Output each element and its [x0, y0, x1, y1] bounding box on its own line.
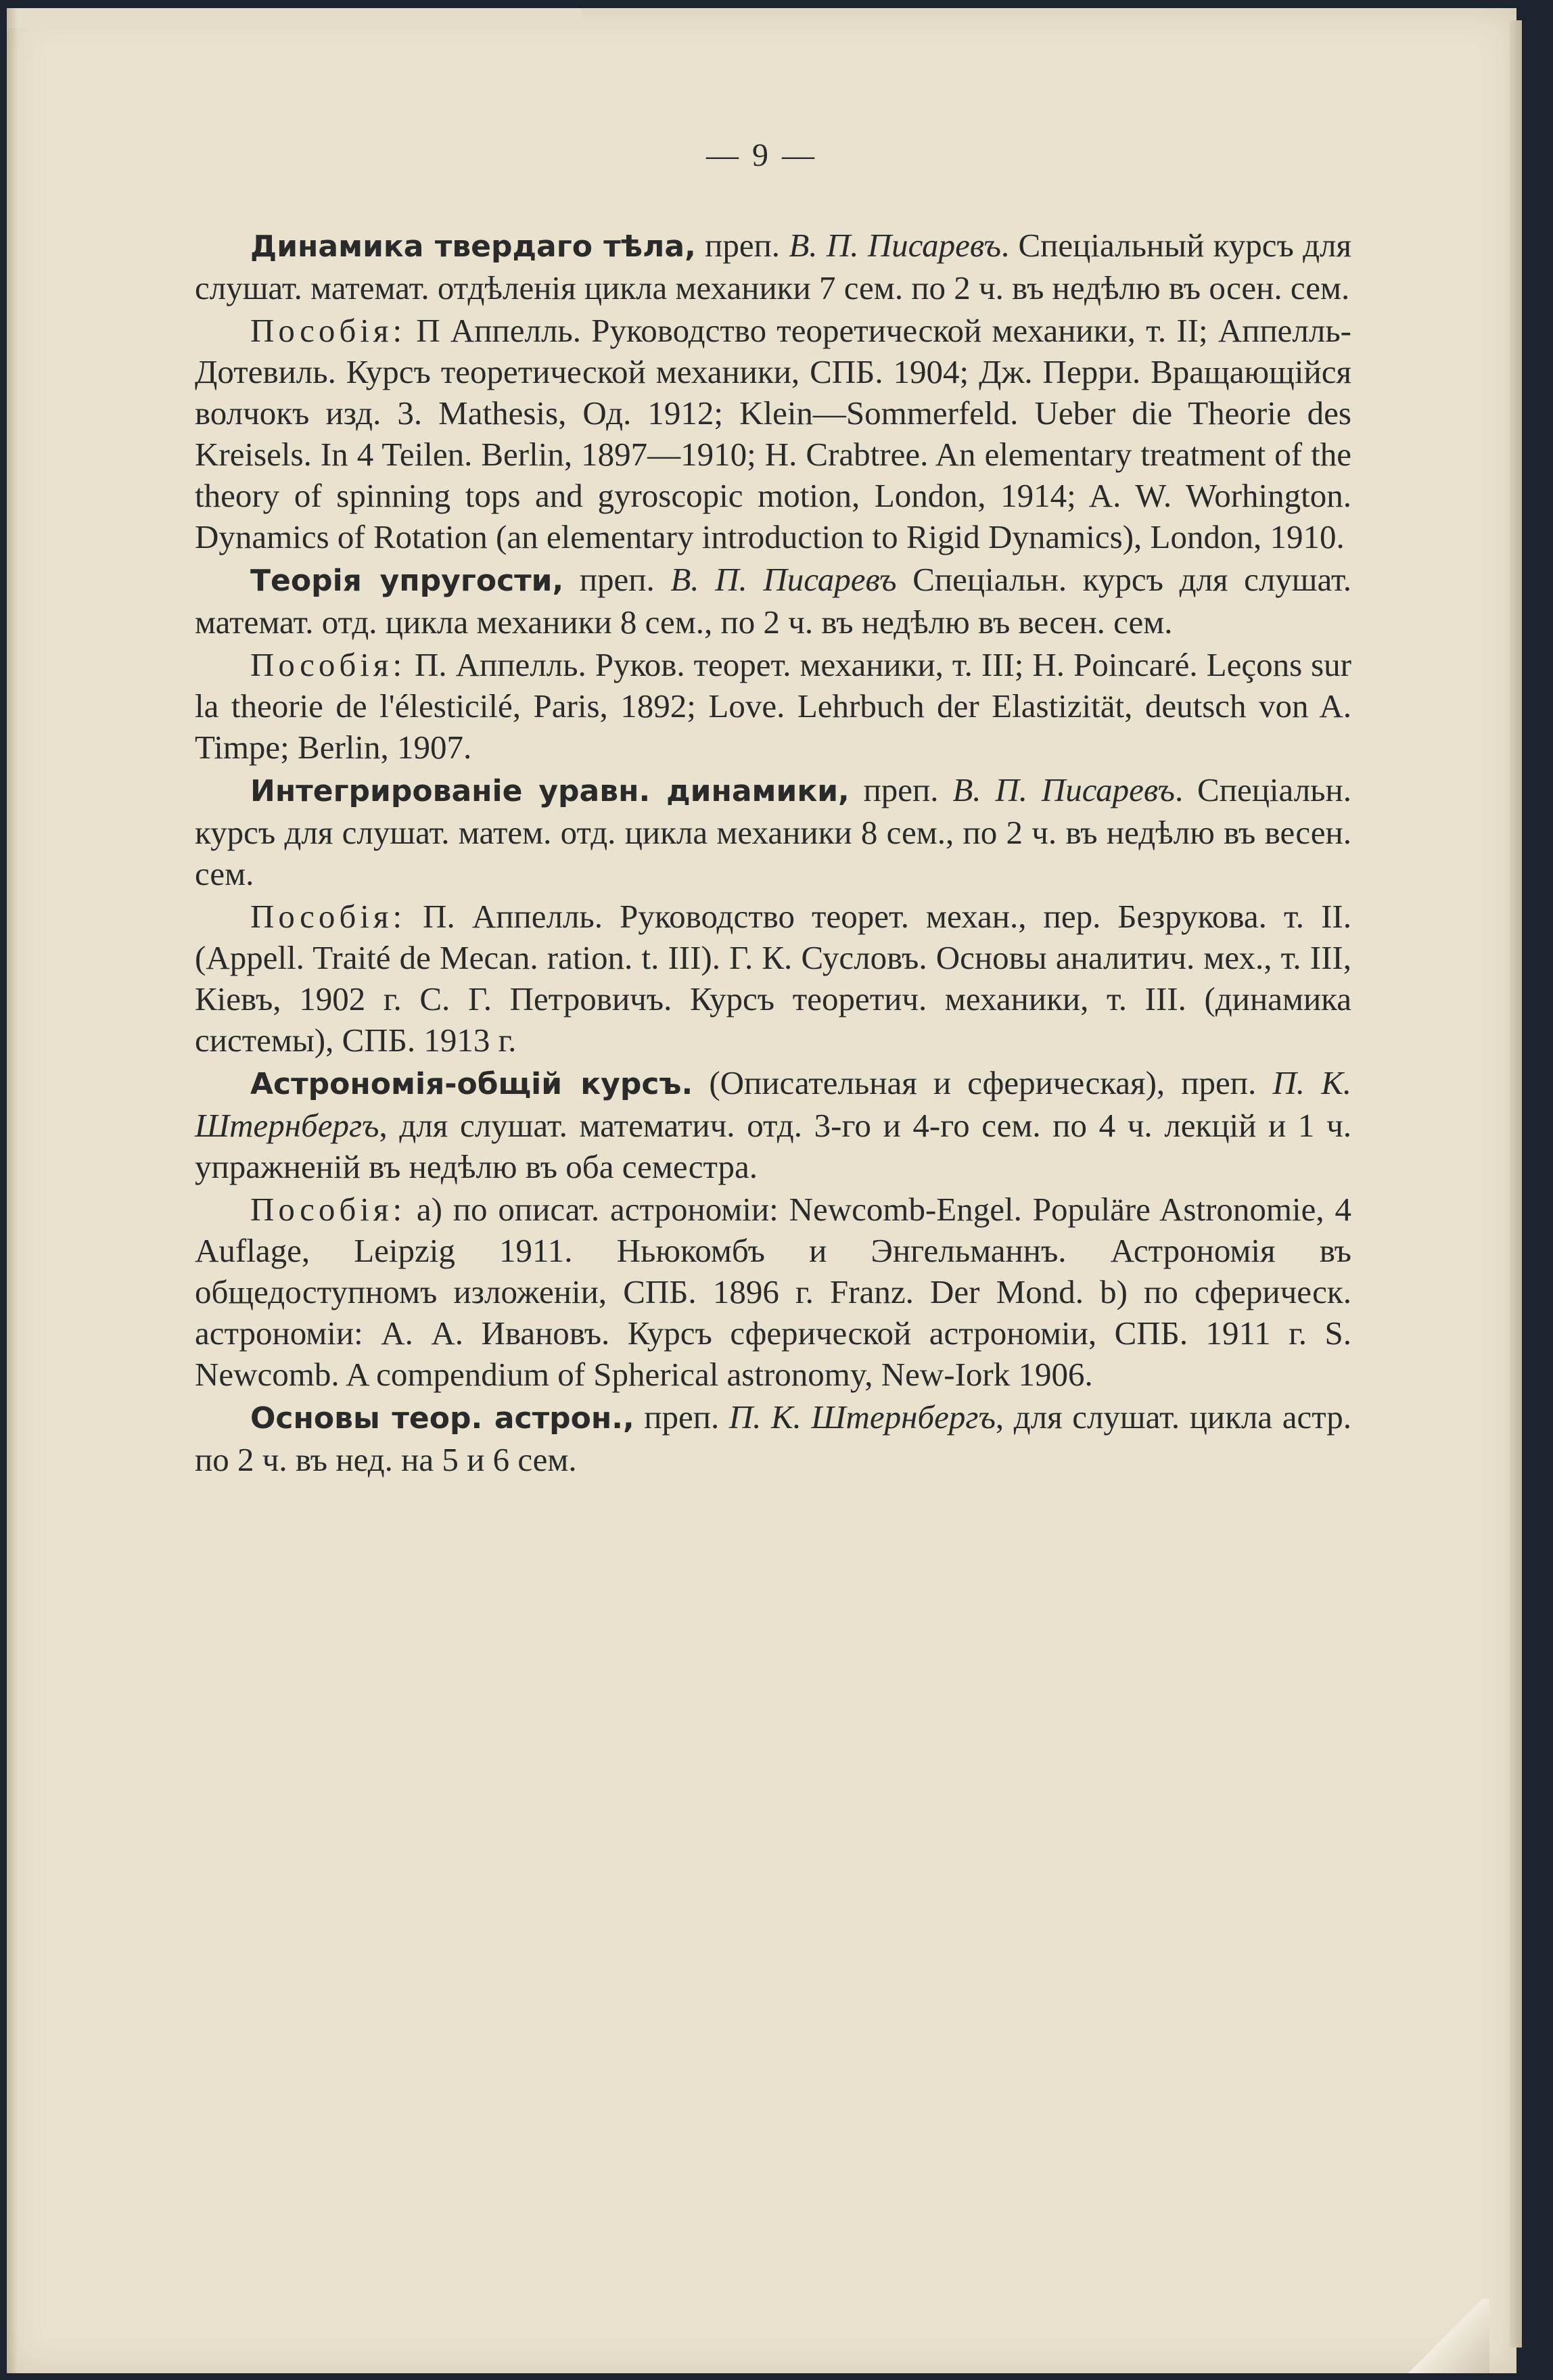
course-entry — [195, 225, 1351, 308]
course-title: Астрономія-общій курсъ. — [250, 1067, 693, 1101]
course-entry — [195, 1062, 1351, 1187]
course-title: Динамика твердаго тѣла, — [250, 229, 696, 264]
course-text: преп. — [634, 1398, 729, 1436]
course-text: , для слушат. цикла астр. по 2 ч. въ нед. на 5 и 6 сем. — [195, 1398, 1352, 1478]
references-text: а) по описат. астрономіи: Newcomb-Engel. Populäre Astronomie, 4 Auflage, Leipzig 1911. Ньюкомбъ и Энгельманнъ. Астрономія въ общедоступномъ изложеніи, СПБ. 1896 г. Franz. Der Mond. b) по сферическ. астрономіи: А. А. Ивановъ. Курсъ сферической астрономіи, СПБ. 1911 г. S. Newcomb. A compendium of Spherical astronomy, New-Iork 1906. — [195, 1191, 1351, 1393]
course-entry — [195, 559, 1351, 643]
course-text: , для слушат. математич. отд. 3-го и 4-го сем. по 4 ч. лекцій и 1 ч. упражненій въ недѣлю въ оба семестра. — [195, 1107, 1351, 1185]
lecturer-name: В. П. Писаревъ — [670, 561, 897, 598]
course-text: (Описательная и сферическая), преп. — [693, 1064, 1273, 1101]
course-title: Интегрированіе уравн. динамики, — [250, 774, 850, 808]
folded-page-corner — [1401, 2299, 1489, 2373]
course-text: . Спеціальн. курсъ для слушат. матем. отд. цикла механики 8 сем., по 2 ч. въ недѣлю въ весен. сем. — [195, 771, 1351, 892]
course-title: Теорія упругости, — [250, 564, 564, 598]
course-references — [195, 1189, 1351, 1395]
course-text: преп. — [849, 771, 953, 808]
references-text: П Аппелль. Руководство теоретической механики, т. II; Аппелль-Дотевиль. Курсъ теоретической механики, СПБ. 1904; Дж. Перри. Вращающійся волчокъ изд. 3. Mathesis, Од. 1912; Klein—Sommerfeld. Ueber die Theorie des Kreisels. In 4 Teilen. Berlin, 1897—1910; H. Crabtree. An elementary treatment of the theory of spinning tops and gyroscopic motion, London, 1914; A. W. Worhington. Dynamics of Rotation (an elementary introduction to Rigid Dynamics), London, 1910. — [195, 312, 1351, 555]
course-title: Основы теор. астрон., — [250, 1401, 634, 1436]
references-label: Пособія: — [250, 646, 407, 683]
lecturer-name: В. П. Писаревъ — [952, 771, 1175, 808]
binding-shadow — [7, 8, 18, 2373]
course-references — [195, 310, 1351, 557]
course-entry — [195, 769, 1351, 894]
course-text: . Спеціальный курсъ для слушат. математ. отдѣленія цикла механики 7 сем. по 2 ч. въ недѣлю въ осен. сем. — [195, 227, 1351, 306]
lecturer-name: П. К. Штернбергъ — [728, 1398, 996, 1436]
course-text: Спеціальн. курсъ для слушат. математ. отд. цикла механики 8 сем., по 2 ч. въ недѣлю въ весен. сем. — [195, 561, 1351, 641]
references-text: П. Аппелль. Руководство теорет. механ., пер. Безрукова. т. II. (Appell. Traité de Mecan. ration. t. III). Г. К. Сусловъ. Основы аналитич. мех., т. III, Кіевъ, 1902 г. С. Г. Петровичъ. Курсъ теоретич. механики, т. III. (динамика системы), СПБ. 1913 г. — [195, 898, 1351, 1059]
page-number: — 9 — — [706, 137, 817, 173]
course-text: преп. — [563, 561, 671, 598]
lecturer-name: В. П. Писаревъ — [789, 227, 1001, 264]
document-page — [7, 8, 1516, 2373]
references-text: П. Аппелль. Руков. теорет. механики, т. III; H. Poincaré. Leçons sur la theorie de l'élesticilé, Paris, 1892; Love. Lehrbuch der Elastizität, deutsch von A. Timpe; Berlin, 1907. — [195, 646, 1351, 766]
references-label: Пособія: — [250, 1191, 407, 1228]
course-entry — [195, 1396, 1351, 1480]
page-stack-edge — [1510, 20, 1522, 2348]
references-label: Пособія: — [250, 898, 407, 935]
course-references — [195, 896, 1351, 1061]
course-text: преп. — [695, 227, 789, 264]
course-references — [195, 644, 1351, 768]
lecturer-name: П. К. Штернбергъ — [195, 1064, 1351, 1144]
references-label: Пособія: — [250, 312, 407, 349]
page-body — [195, 225, 1351, 1482]
page-top-edge — [7, 8, 582, 28]
